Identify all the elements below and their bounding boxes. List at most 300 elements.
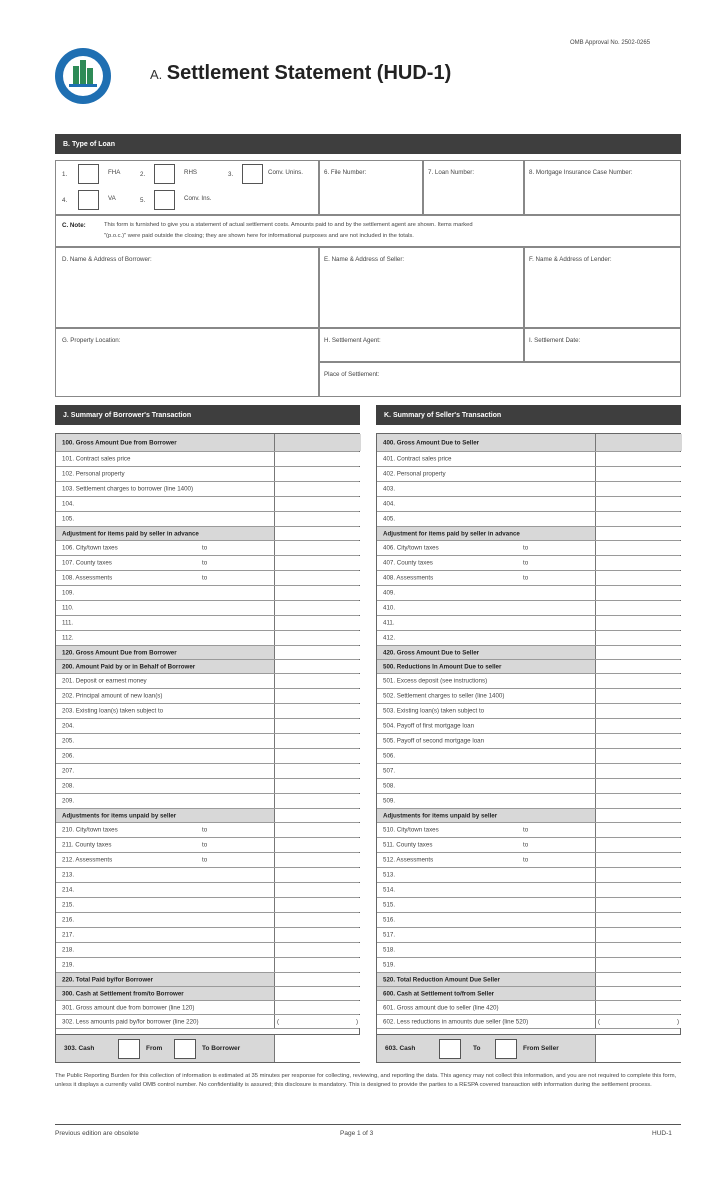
seller-summary-row [377, 571, 680, 586]
seller-summary-row [377, 674, 680, 689]
seller-summary-amount-field[interactable] [595, 913, 682, 927]
page-title [150, 62, 451, 85]
seller-summary-row-label: 502. Settlement charges to seller (line 1400) [383, 692, 505, 700]
borrower-summary-amount-field[interactable] [274, 734, 361, 748]
seller-summary-row-label: 410. [383, 604, 396, 612]
seller-summary-row [377, 512, 680, 527]
seller-summary-amount-field[interactable] [595, 586, 682, 600]
borrower-cash-label: 303. Cash [64, 1045, 95, 1052]
borrower-to-checkbox[interactable] [174, 1039, 196, 1059]
burden-statement: The Public Reporting Burden for this collection of information is estimated at 35 minutes per response for collecting, reviewing, and reporting the data. This agency may not collect this information, and you are not required to complete this form, unless it displays a currently valid OMB control number. No confidentiality is assured; this disclosure is mandatory. This is designed to provide the parties to a RESPA covered transaction with information during the settlement process. [55, 1073, 677, 1088]
borrower-summary-row [56, 556, 359, 571]
seller-summary-row [377, 434, 680, 452]
borrower-summary-row-to: to [202, 574, 208, 582]
title-text: Settlement Statement (HUD-1) [166, 62, 452, 84]
borrower-summary-row [56, 1001, 359, 1015]
seller-summary-amount-field[interactable] [595, 601, 682, 615]
borrower-summary-row-label: 211. County taxes [62, 841, 112, 849]
seller-summary-amount-field[interactable] [595, 749, 682, 763]
borrower-summary-row-label: 100. Gross Amount Due from Borrower [62, 439, 177, 446]
seller-summary-row [377, 646, 680, 660]
borrower-summary-amount-field[interactable] [274, 631, 361, 645]
seller-summary-row [377, 452, 680, 467]
loan-type-1-label: FHA [108, 169, 121, 176]
seller-summary-amount-field[interactable] [595, 571, 682, 585]
note-line-2: "(p.o.c.)" were paid outside the closing; they are shown here for informational purposes and are not included in the totals. [104, 233, 414, 239]
borrower-summary-amount-field[interactable] [274, 497, 361, 511]
seller-summary-amount-field[interactable] [595, 616, 682, 630]
seller-summary-row [377, 928, 680, 943]
borrower-summary-row [56, 838, 359, 853]
seller-summary-amount-field[interactable] [595, 556, 682, 570]
seller-summary-row-label: 407. County taxes [383, 559, 433, 567]
seller-summary-amount-field[interactable] [595, 898, 682, 912]
seller-summary-amount-field[interactable] [595, 973, 682, 986]
seller-summary-row [377, 973, 680, 987]
seller-summary-row-label: 509. [383, 797, 396, 805]
borrower-summary-amount-field[interactable] [274, 616, 361, 630]
borrower-summary-amount-field[interactable] [274, 823, 361, 837]
seller-summary-amount-field[interactable] [595, 631, 682, 645]
borrower-summary-row [56, 958, 359, 973]
seller-summary-row-label: 406. City/town taxes [383, 544, 439, 552]
seller-summary-row-label: 405. [383, 515, 396, 523]
seller-summary-amount-field[interactable] [595, 868, 682, 882]
borrower-summary-row [56, 541, 359, 556]
seller-summary-amount-field[interactable] [595, 809, 682, 822]
borrower-summary-row [56, 779, 359, 794]
borrower-summary-row [56, 823, 359, 838]
borrower-summary-row [56, 452, 359, 467]
borrower-summary-row-label: 213. [62, 871, 75, 879]
seller-to-checkbox[interactable] [439, 1039, 461, 1059]
seller-summary-row-label: 513. [383, 871, 396, 879]
borrower-summary-row-label: 103. Settlement charges to borrower (line 1400) [62, 485, 194, 493]
seller-summary-row-to: to [523, 544, 529, 552]
seller-summary-row [377, 586, 680, 601]
borrower-summary-row-label: 107. County taxes [62, 559, 112, 567]
loan-type-5-checkbox[interactable] [154, 190, 175, 210]
borrower-summary-amount-field[interactable] [274, 704, 361, 718]
loan-number-label: 7. Loan Number: [428, 169, 475, 176]
seller-summary-row [377, 482, 680, 497]
borrower-summary-row [56, 434, 359, 452]
borrower-summary-row-label: 301. Gross amount due from borrower (line 120) [62, 1004, 195, 1011]
omb-approval: OMB Approval No. 2502-0265 [570, 40, 651, 46]
seller-summary-amount-field[interactable] [595, 779, 682, 793]
borrower-summary-amount-field[interactable] [274, 674, 361, 688]
mic-number-label: 8. Mortgage Insurance Case Number: [529, 169, 633, 176]
borrower-label: D. Name & Address of Borrower: [62, 256, 152, 263]
borrower-summary-row [56, 660, 359, 674]
borrower-summary-amount-field[interactable] [274, 434, 361, 451]
borrower-summary-row-label: 206. [62, 752, 75, 760]
seller-summary-row [377, 556, 680, 571]
seller-summary-row-label: 518. [383, 946, 396, 954]
borrower-summary-amount-field[interactable] [274, 958, 361, 972]
borrower-summary-amount-field[interactable] [274, 556, 361, 570]
borrower-summary-row [56, 601, 359, 616]
loan-type-4-label: VA [108, 195, 116, 202]
seller-summary-row-to: to [523, 574, 529, 582]
borrower-summary-amount-field[interactable] [274, 943, 361, 957]
borrower-summary-amount-field[interactable] [274, 601, 361, 615]
borrower-summary-amount-field[interactable] [274, 794, 361, 808]
borrower-summary-row-label: 205. [62, 737, 75, 745]
seller-summary-amount-field[interactable] [595, 527, 682, 540]
seller-summary-row-label: 411. [383, 619, 395, 627]
lender-cell[interactable] [524, 247, 681, 328]
footer-page: Page 1 of 3 [340, 1130, 374, 1137]
seller-summary-row-label: 400. Gross Amount Due to Seller [383, 439, 480, 446]
borrower-summary-row [56, 734, 359, 749]
borrower-summary-amount-field[interactable] [274, 586, 361, 600]
borrower-summary-row-label: 203. Existing loan(s) taken subject to [62, 707, 164, 715]
borrower-summary-row-label: 209. [62, 797, 75, 805]
borrower-summary-amount-field[interactable] [274, 660, 361, 673]
seller-summary-row [377, 1015, 680, 1029]
note-cell [55, 215, 681, 247]
borrower-summary-row-label: 207. [62, 767, 75, 775]
seller-summary-row-to: to [523, 841, 529, 849]
seller-summary-row [377, 838, 680, 853]
seller-summary-row-label: 412. [383, 634, 396, 642]
seller-summary-row [377, 779, 680, 794]
borrower-summary-row-label: 102. Personal property [62, 470, 125, 478]
seller-summary-amount-field[interactable] [595, 838, 682, 852]
footer-form-id: HUD-1 [652, 1130, 672, 1137]
footer-left: Previous edition are obsolete [55, 1130, 139, 1137]
borrower-summary-row [56, 809, 359, 823]
seller-summary-row [377, 749, 680, 764]
property-cell[interactable] [55, 328, 319, 397]
borrower-summary-amount-field[interactable] [274, 571, 361, 585]
borrower-summary-row [56, 913, 359, 928]
borrower-summary-row-label: 200. Amount Paid by or in Behalf of Borrower [62, 663, 196, 670]
borrower-summary-row [56, 749, 359, 764]
borrower-summary-row-to: to [202, 841, 208, 849]
note-line-1: This form is furnished to give you a statement of actual settlement costs. Amounts paid to and by the settlement agent are shown. Items marked [104, 222, 473, 228]
seller-label: E. Name & Address of Seller: [324, 256, 405, 263]
seller-summary-amount-field[interactable] [595, 958, 682, 972]
borrower-summary-amount-field[interactable] [274, 764, 361, 778]
borrower-summary-amount-field[interactable] [274, 527, 361, 540]
borrower-summary-row-label: 214. [62, 886, 75, 894]
section-j-header [55, 405, 360, 425]
seller-summary-row [377, 467, 680, 482]
seller-summary-amount-field[interactable] [595, 689, 682, 703]
loan-type-5-label: Conv. Ins. [184, 195, 212, 202]
borrower-summary-row [56, 689, 359, 704]
footer-rule [55, 1124, 681, 1125]
borrower-summary-row-label: 104. [62, 500, 75, 508]
borrower-summary-amount-field[interactable] [274, 883, 361, 897]
loan-type-3-checkbox[interactable] [242, 164, 263, 184]
section-j-label: J. Summary of Borrower's Transaction [63, 411, 192, 419]
seller-to-label: To [473, 1045, 481, 1052]
borrower-summary-amount-field[interactable] [274, 809, 361, 822]
seller-summary-row-label: 500. Reductions In Amount Due to seller [383, 663, 502, 670]
seller-summary-amount-field[interactable] [595, 883, 682, 897]
file-number-label: 6. File Number: [324, 169, 367, 176]
borrower-summary-row-label: 105. [62, 515, 75, 523]
borrower-cell[interactable] [55, 247, 319, 328]
seller-summary-row [377, 823, 680, 838]
seller-cash-label: 603. Cash [385, 1045, 416, 1052]
borrower-summary-row-label: 106. City/town taxes [62, 544, 118, 552]
borrower-summary-amount-field[interactable] [274, 1015, 361, 1028]
borrower-summary-row-label: 220. Total Paid by/for Borrower [62, 976, 153, 983]
seller-summary-row-label: 404. [383, 500, 396, 508]
seller-summary-row-label: 501. Excess deposit (see instructions) [383, 677, 488, 685]
borrower-summary-row [56, 631, 359, 646]
seller-cash-row [376, 1034, 681, 1063]
borrower-summary-row-label: 111. [62, 619, 74, 627]
loan-type-1-num: 1. [62, 171, 68, 178]
seller-cell[interactable] [319, 247, 524, 328]
seller-summary-row [377, 719, 680, 734]
borrower-summary-row-label: Adjustments for items unpaid by seller [62, 812, 177, 819]
seller-summary-row [377, 943, 680, 958]
borrower-summary-amount-field[interactable] [274, 467, 361, 481]
borrower-summary-row [56, 883, 359, 898]
borrower-summary-amount-field[interactable] [274, 853, 361, 867]
seller-summary-amount-field[interactable] [595, 734, 682, 748]
borrower-summary-amount-field[interactable] [274, 512, 361, 526]
seller-summary-row [377, 868, 680, 883]
seller-summary-row [377, 660, 680, 674]
seller-summary-row-label: 514. [383, 886, 396, 894]
seller-summary-amount-field[interactable] [595, 1015, 682, 1028]
borrower-summary-row [56, 853, 359, 868]
borrower-summary-row [56, 674, 359, 689]
borrower-summary-row-label: 101. Contract sales price [62, 455, 131, 463]
date-label: I. Settlement Date: [529, 337, 581, 344]
note-label: C. Note: [62, 222, 86, 229]
seller-summary-amount-field[interactable] [595, 794, 682, 808]
borrower-summary-amount-field[interactable] [274, 973, 361, 986]
seller-summary-amount-field[interactable] [595, 943, 682, 957]
borrower-summary-amount-field[interactable] [274, 779, 361, 793]
seller-summary-paren-open: ( [598, 1018, 601, 1025]
seller-summary-row [377, 958, 680, 973]
seller-summary-row-label: 505. Payoff of second mortgage loan [383, 737, 485, 745]
seller-cash-amount[interactable] [595, 1035, 682, 1062]
borrower-summary-amount-field[interactable] [274, 482, 361, 496]
seller-summary-amount-field[interactable] [595, 497, 682, 511]
borrower-summary-row [56, 497, 359, 512]
seller-summary-row-label: 515. [383, 901, 396, 909]
seller-summary-row-label: 508. [383, 782, 396, 790]
seller-summary-row-label: 504. Payoff of first mortgage loan [383, 722, 475, 730]
borrower-summary-row [56, 527, 359, 541]
seller-summary-amount-field[interactable] [595, 719, 682, 733]
seller-summary-amount-field[interactable] [595, 434, 682, 451]
borrower-summary-row [56, 764, 359, 779]
borrower-summary-row-to: to [202, 856, 208, 864]
borrower-summary-paren-close: ) [355, 1018, 358, 1025]
seller-summary-row [377, 913, 680, 928]
seller-from-label: From Seller [523, 1045, 559, 1052]
borrower-summary-amount-field[interactable] [274, 749, 361, 763]
seller-summary-row [377, 616, 680, 631]
seller-summary-row [377, 987, 680, 1001]
seller-summary-row-label: 401. Contract sales price [383, 455, 452, 463]
seller-summary-row-label: 510. City/town taxes [383, 826, 439, 834]
borrower-summary-row [56, 794, 359, 809]
loan-type-3-num: 3. [228, 171, 234, 178]
borrower-summary-row-label: Adjustment for items paid by seller in advance [62, 530, 199, 537]
seller-summary-row-label: 512. Assessments [383, 856, 434, 864]
borrower-from-checkbox[interactable] [118, 1039, 140, 1059]
borrower-cash-amount[interactable] [274, 1035, 361, 1062]
seller-summary-amount-field[interactable] [595, 928, 682, 942]
seller-summary-amount-field[interactable] [595, 1001, 682, 1014]
loan-type-3-label: Conv. Unins. [268, 169, 303, 176]
seller-summary-row-label: 409. [383, 589, 396, 597]
seller-summary-amount-field[interactable] [595, 512, 682, 526]
borrower-summary-amount-field[interactable] [274, 719, 361, 733]
date-cell[interactable] [524, 328, 681, 362]
loan-type-4-checkbox[interactable] [78, 190, 99, 210]
seller-summary-row-to: to [523, 856, 529, 864]
seller-summary-row-to: to [523, 559, 529, 567]
seller-summary-amount-field[interactable] [595, 853, 682, 867]
seller-summary-amount-field[interactable] [595, 467, 682, 481]
borrower-summary-row-label: 112. [62, 634, 74, 642]
borrower-summary-row-label: 108. Assessments [62, 574, 113, 582]
seller-summary-amount-field[interactable] [595, 704, 682, 718]
borrower-summary-row [56, 646, 359, 660]
borrower-summary-amount-field[interactable] [274, 928, 361, 942]
borrower-summary-row-label: 120. Gross Amount Due from Borrower [62, 649, 177, 656]
section-b-label: B. Type of Loan [63, 140, 115, 148]
loan-number-cell [423, 160, 524, 215]
seller-summary-row [377, 601, 680, 616]
loan-type-2-label: RHS [184, 169, 198, 176]
section-k-label: K. Summary of Seller's Transaction [384, 411, 502, 419]
seller-summary-row [377, 809, 680, 823]
seller-summary-row-label: 506. [383, 752, 396, 760]
borrower-summary-row-to: to [202, 544, 208, 552]
borrower-summary-row [56, 482, 359, 497]
borrower-summary-row [56, 512, 359, 527]
seller-summary-row-label: 601. Gross amount due to seller (line 420) [383, 1004, 499, 1011]
borrower-summary-row [56, 719, 359, 734]
seller-summary-amount-field[interactable] [595, 674, 682, 688]
seller-summary-row [377, 497, 680, 512]
seller-summary-row-label: 519. [383, 961, 396, 969]
borrower-from-label: From [146, 1045, 163, 1052]
borrower-summary-row-label: 212. Assessments [62, 856, 113, 864]
seller-summary-table [376, 433, 681, 1063]
file-number-cell [319, 160, 423, 215]
seller-summary-amount-field[interactable] [595, 482, 682, 496]
loan-type-1-checkbox[interactable] [78, 164, 99, 184]
property-label: G. Property Location: [62, 337, 121, 344]
borrower-cash-row [55, 1034, 360, 1063]
borrower-summary-amount-field[interactable] [274, 913, 361, 927]
borrower-summary-amount-field[interactable] [274, 541, 361, 555]
borrower-summary-amount-field[interactable] [274, 1001, 361, 1014]
seller-summary-paren-close: ) [676, 1018, 679, 1025]
seller-summary-row [377, 898, 680, 913]
borrower-summary-row-label: 302. Less amounts paid by/for borrower (line 220) [62, 1018, 199, 1025]
borrower-summary-row-label: 218. [62, 946, 75, 954]
seller-summary-row [377, 527, 680, 541]
borrower-summary-amount-field[interactable] [274, 646, 361, 659]
seller-summary-amount-field[interactable] [595, 646, 682, 659]
seller-summary-row [377, 883, 680, 898]
seller-summary-row-label: 600. Cash at Settlement to/from Seller [383, 990, 495, 997]
borrower-summary-row-to: to [202, 559, 208, 567]
loan-type-2-checkbox[interactable] [154, 164, 175, 184]
borrower-summary-amount-field[interactable] [274, 838, 361, 852]
seller-summary-row-label: 517. [383, 931, 396, 939]
borrower-summary-row [56, 987, 359, 1001]
borrower-summary-row [56, 973, 359, 987]
section-k-header [376, 405, 681, 425]
borrower-summary-amount-field[interactable] [274, 868, 361, 882]
borrower-summary-row [56, 704, 359, 719]
borrower-summary-row-label: 210. City/town taxes [62, 826, 118, 834]
borrower-summary-amount-field[interactable] [274, 452, 361, 466]
seller-summary-amount-field[interactable] [595, 764, 682, 778]
borrower-summary-amount-field[interactable] [274, 689, 361, 703]
borrower-to-label: To Borrower [202, 1045, 241, 1052]
seller-summary-row [377, 631, 680, 646]
seller-summary-amount-field[interactable] [595, 660, 682, 673]
agent-label: H. Settlement Agent: [324, 337, 381, 344]
seller-from-checkbox[interactable] [495, 1039, 517, 1059]
seller-summary-row-label: 420. Gross Amount Due to Seller [383, 649, 480, 656]
borrower-summary-amount-field[interactable] [274, 898, 361, 912]
borrower-summary-row [56, 571, 359, 586]
seller-summary-row [377, 794, 680, 809]
borrower-summary-row-label: 208. [62, 782, 75, 790]
place-label: Place of Settlement: [324, 371, 380, 378]
seller-summary-row-label: Adjustment for items paid by seller in advance [383, 530, 520, 537]
place-cell[interactable] [319, 362, 681, 397]
hud-seal-logo [53, 46, 113, 106]
borrower-summary-row-label: 201. Deposit or earnest money [62, 677, 147, 685]
borrower-summary-row [56, 1015, 359, 1029]
borrower-summary-row-label: 300. Cash at Settlement from/to Borrower [62, 990, 184, 997]
borrower-summary-row [56, 928, 359, 943]
seller-summary-row-label: 402. Personal property [383, 470, 446, 478]
borrower-summary-row-label: 109. [62, 589, 75, 597]
seller-summary-row [377, 1001, 680, 1015]
borrower-summary-row-label: 204. [62, 722, 75, 730]
borrower-summary-table [55, 433, 360, 1063]
borrower-summary-amount-field[interactable] [274, 987, 361, 1000]
seller-summary-row-label: 403. [383, 485, 396, 493]
borrower-summary-row-label: 215. [62, 901, 75, 909]
seller-summary-row-label: 516. [383, 916, 396, 924]
borrower-summary-row [56, 467, 359, 482]
seller-summary-amount-field[interactable] [595, 452, 682, 466]
seller-summary-row-label: 503. Existing loan(s) taken subject to [383, 707, 485, 715]
agent-cell[interactable] [319, 328, 524, 362]
borrower-summary-row [56, 616, 359, 631]
mic-number-cell [524, 160, 681, 215]
seller-summary-amount-field[interactable] [595, 987, 682, 1000]
seller-summary-amount-field[interactable] [595, 541, 682, 555]
borrower-summary-row [56, 586, 359, 601]
seller-summary-amount-field[interactable] [595, 823, 682, 837]
borrower-summary-row-label: 217. [62, 931, 75, 939]
borrower-summary-row-label: 110. [62, 604, 74, 612]
